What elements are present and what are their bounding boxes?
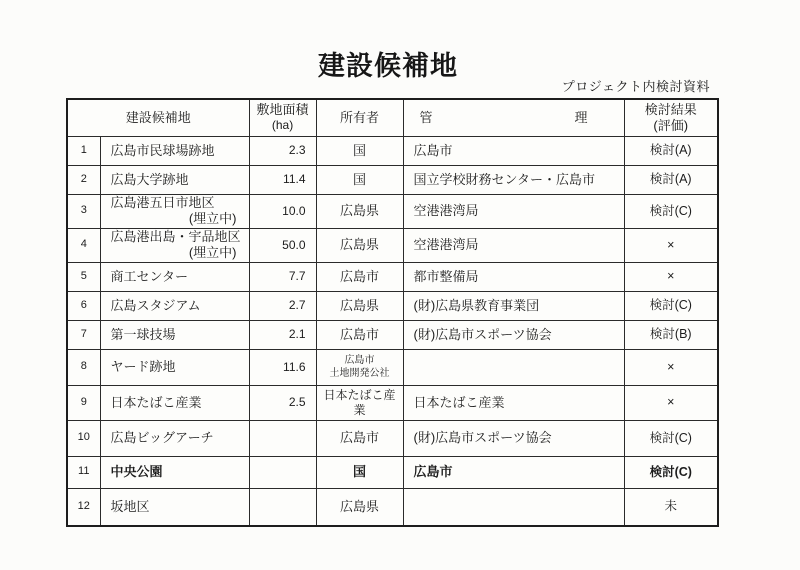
site-name-cell bbox=[100, 488, 249, 526]
row-number: 6 bbox=[67, 291, 100, 320]
table-row bbox=[67, 488, 718, 526]
table-row bbox=[67, 420, 718, 456]
site-name-cell bbox=[100, 136, 249, 165]
table-header-row bbox=[67, 99, 718, 136]
site-name: 広島スタジアム bbox=[110, 297, 201, 313]
evaluation-result: × bbox=[624, 262, 718, 291]
management-cell: 都市整備局 bbox=[403, 262, 624, 291]
table-row bbox=[67, 194, 718, 228]
management-cell bbox=[403, 488, 624, 526]
site-name-cell bbox=[100, 320, 249, 349]
owner-cell: 広島市 bbox=[316, 420, 403, 456]
site-name: ヤード跡地 bbox=[110, 359, 176, 375]
owner-cell: 国 bbox=[316, 136, 403, 165]
table-row bbox=[67, 262, 718, 291]
management-cell bbox=[403, 349, 624, 385]
table-row bbox=[67, 456, 718, 488]
header-result bbox=[624, 99, 718, 136]
owner-cell bbox=[316, 349, 403, 385]
site-name: 坂地区 bbox=[110, 498, 150, 514]
owner-cell: 広島県 bbox=[316, 488, 403, 526]
document-classification-note: プロジェクト内検討資料 bbox=[561, 79, 710, 94]
site-name: 広島大学跡地 bbox=[110, 171, 189, 187]
header-area-unit: (ha) bbox=[271, 118, 294, 133]
table-row bbox=[67, 136, 718, 165]
evaluation-result: 未 bbox=[624, 488, 718, 526]
row-number: 12 bbox=[67, 488, 100, 526]
evaluation-result: 検討(B) bbox=[624, 320, 718, 349]
site-name: 広島港出島・宇品地区 bbox=[110, 229, 241, 245]
header-site: 建設候補地 bbox=[67, 99, 249, 136]
row-number: 2 bbox=[67, 165, 100, 194]
header-area bbox=[249, 99, 316, 136]
management-cell: (財)広島市スポーツ協会 bbox=[403, 420, 624, 456]
header-result-line1: 検討結果 bbox=[644, 101, 697, 117]
site-name: 広島港五日市地区 bbox=[110, 195, 215, 211]
row-number: 9 bbox=[67, 385, 100, 420]
header-management-right: 理 bbox=[574, 109, 588, 125]
page-title: 建設候補地 bbox=[318, 51, 458, 81]
site-name-note: (埋立中) bbox=[188, 211, 237, 226]
site-area: 11.4 bbox=[249, 165, 316, 194]
management-cell: (財)広島県教育事業団 bbox=[403, 291, 624, 320]
owner-line2: 土地開発公社 bbox=[329, 368, 390, 379]
header-owner: 所有者 bbox=[316, 99, 403, 136]
site-name-cell bbox=[100, 420, 249, 456]
management-cell: 空港港湾局 bbox=[403, 228, 624, 262]
site-area bbox=[249, 456, 316, 488]
management-cell: (財)広島市スポーツ協会 bbox=[403, 320, 624, 349]
site-area bbox=[249, 488, 316, 526]
row-number: 11 bbox=[67, 456, 100, 488]
site-area: 50.0 bbox=[249, 228, 316, 262]
site-name-cell bbox=[100, 165, 249, 194]
site-name-cell bbox=[100, 228, 249, 262]
evaluation-result: × bbox=[624, 228, 718, 262]
site-name: 商工センター bbox=[110, 268, 188, 284]
site-name: 中央公園 bbox=[110, 464, 163, 480]
owner-cell: 国 bbox=[316, 165, 403, 194]
site-area bbox=[249, 420, 316, 456]
evaluation-result: × bbox=[624, 349, 718, 385]
evaluation-result: 検討(C) bbox=[624, 456, 718, 488]
site-area: 10.0 bbox=[249, 194, 316, 228]
evaluation-result: 検討(C) bbox=[624, 194, 718, 228]
table-row bbox=[67, 291, 718, 320]
owner-cell: 広島県 bbox=[316, 291, 403, 320]
site-area: 2.7 bbox=[249, 291, 316, 320]
row-number: 1 bbox=[67, 136, 100, 165]
owner-cell: 広島県 bbox=[316, 194, 403, 228]
owner-cell: 広島市 bbox=[316, 262, 403, 291]
table-header bbox=[67, 99, 718, 136]
header-management bbox=[403, 99, 624, 136]
site-name-cell bbox=[100, 291, 249, 320]
site-area: 2.3 bbox=[249, 136, 316, 165]
site-name: 日本たばこ産業 bbox=[110, 394, 202, 410]
site-name-cell bbox=[100, 194, 249, 228]
row-number: 10 bbox=[67, 420, 100, 456]
site-name-cell bbox=[100, 456, 249, 488]
site-name-cell bbox=[100, 262, 249, 291]
site-area: 11.6 bbox=[249, 349, 316, 385]
site-name: 広島ビッグアーチ bbox=[110, 430, 214, 446]
management-cell: 広島市 bbox=[403, 136, 624, 165]
evaluation-result: × bbox=[624, 385, 718, 420]
site-name-note: (埋立中) bbox=[188, 245, 237, 260]
table-row bbox=[67, 320, 718, 349]
evaluation-result: 検討(A) bbox=[624, 165, 718, 194]
evaluation-result: 検討(A) bbox=[624, 136, 718, 165]
evaluation-result: 検討(C) bbox=[624, 291, 718, 320]
table-row bbox=[67, 228, 718, 262]
row-number: 7 bbox=[67, 320, 100, 349]
table-row bbox=[67, 349, 718, 385]
management-cell: 日本たばこ産業 bbox=[403, 385, 624, 420]
candidate-sites-table bbox=[66, 98, 719, 527]
owner-cell: 国 bbox=[316, 456, 403, 488]
header-management-left: 管 bbox=[419, 109, 433, 125]
header-area-line1: 敷地面積 bbox=[256, 102, 309, 118]
owner-cell: 広島市 bbox=[316, 320, 403, 349]
site-name: 第一球技場 bbox=[110, 326, 176, 342]
table-body bbox=[67, 136, 718, 526]
site-area: 2.5 bbox=[249, 385, 316, 420]
site-name: 広島市民球場跡地 bbox=[110, 142, 215, 158]
header-result-line2: (評価) bbox=[653, 117, 689, 133]
row-number: 8 bbox=[67, 349, 100, 385]
owner-line1: 広島市 bbox=[344, 355, 375, 366]
management-cell: 広島市 bbox=[403, 456, 624, 488]
row-number: 3 bbox=[67, 194, 100, 228]
owner-cell: 日本たばこ産業 bbox=[316, 385, 403, 420]
site-name-cell bbox=[100, 385, 249, 420]
management-cell: 空港港湾局 bbox=[403, 194, 624, 228]
row-number: 4 bbox=[67, 228, 100, 262]
site-name-cell bbox=[100, 349, 249, 385]
site-area: 2.1 bbox=[249, 320, 316, 349]
table-row bbox=[67, 385, 718, 420]
site-area: 7.7 bbox=[249, 262, 316, 291]
management-cell: 国立学校財務センター・広島市 bbox=[403, 165, 624, 194]
evaluation-result: 検討(C) bbox=[624, 420, 718, 456]
table-row bbox=[67, 165, 718, 194]
row-number: 5 bbox=[67, 262, 100, 291]
owner-cell: 広島県 bbox=[316, 228, 403, 262]
